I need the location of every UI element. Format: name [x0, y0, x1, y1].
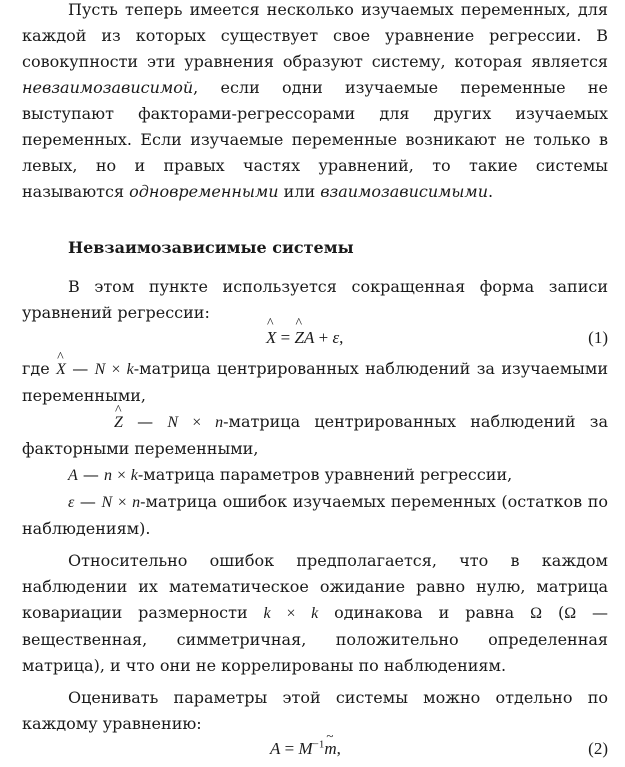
page	[22, 0, 608, 767]
x-hat-symbol: ^ X	[266, 328, 276, 348]
equation-1: ^ X = ^ ZA + ε, (1)	[22, 326, 608, 356]
equation-number-2: (2)	[588, 739, 608, 758]
definition-z: ^ Z — N × n-матрица центрированных наблюдений за факторными переменными,	[22, 409, 608, 462]
paragraph-estimation: Оценивать параметры этой системы можно отдельно по каждому уравнению:	[22, 688, 608, 733]
z-hat-symbol: ^ Z	[294, 328, 303, 348]
paragraph-errors: Относительно ошибок предполагается, что в каждом наблюдении их математическое ожидание равно нулю, матрица ковариации размерности k × k одинакова и равна Ω (Ω — вещественная, симметричная, положительно определенная матрица), и что они не коррелированы по наблюдениям.	[22, 551, 609, 675]
definition-epsilon: ε — N × n-матрица ошибок изучаемых переменных (остатков по наблюдениям).	[22, 492, 609, 538]
equation-2: $A = M^{-1}\sim$ m, (2)	[22, 737, 608, 767]
paragraph-form: В этом пункте используется сокращенная форма записи уравнений регрессии:	[22, 277, 608, 322]
equation-number-1: (1)	[588, 328, 608, 347]
definition-x: где ^ X — N × k-матрица центрированных наблюдений за изучаемыми переменными,	[22, 356, 608, 409]
m-tilde-symbol: ~ m	[324, 739, 336, 759]
definition-a: A — n × k-матрица параметров уравнений регрессии,	[68, 465, 513, 484]
section-heading: Невзаимозависимые системы	[68, 238, 354, 257]
paragraph-intro: Пусть теперь имеется несколько изучаемых переменных, для каждой из которых существует свое уравнение регрессии. В совокупности эти уравнения образуют систему, которая является невзаимозависимой, если одни изучаемые переменные не выступают факторами-регрессорами для других изучаемых переменных. Если изучаемые переменные возникают не только в левых, но и правых частях уравнений, то такие системы называются одновременными или взаимозависимыми.	[22, 0, 608, 201]
